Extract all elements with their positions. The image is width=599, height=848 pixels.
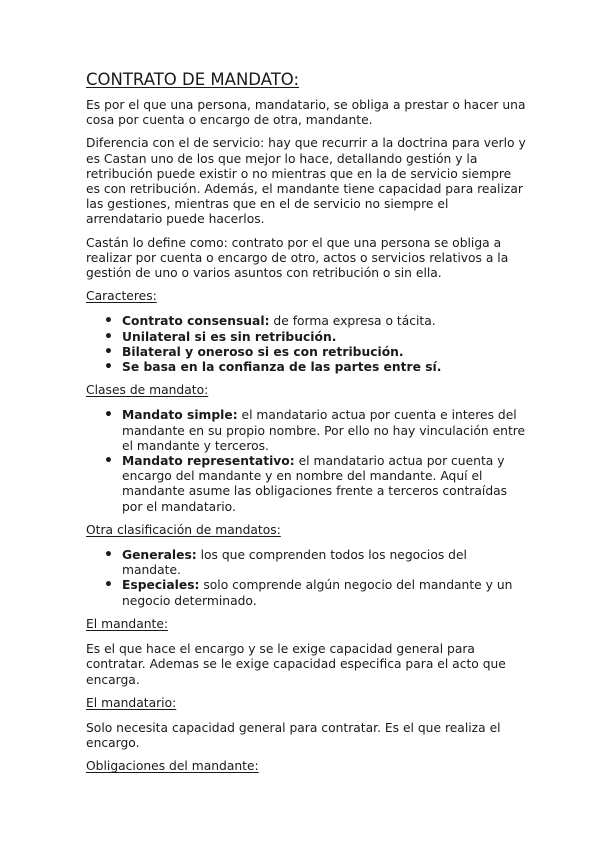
item-bold: Generales:: [122, 548, 197, 563]
paragraph-definition: Es por el que una persona, mandatario, se obliga a prestar o hacer una cosa por cuenta o encargo de otra, mandante.: [86, 98, 526, 128]
list-item: [122, 314, 526, 329]
item-text: de forma expresa o tácita.: [269, 314, 436, 329]
item-text: el mandatario actua por cuenta y encargo del mandante y en nombre del mandante. Aquí el mandante asume las obligaciones frente a terceros contraídas por el mandatario.: [122, 454, 508, 514]
heading-obligaciones-mandante: Obligaciones del mandante:: [86, 759, 259, 774]
item-text: solo comprende algún negocio del mandante y un negocio determinado.: [122, 578, 513, 608]
item-text: el mandatario actua por cuenta e interes del mandante en su propio nombre. Por ello no hay vinculación entre el mandante y terceros.: [122, 408, 526, 453]
heading-caracteres: Caracteres:: [86, 289, 157, 304]
paragraph-mandante: Es el que hace el encargo y se le exige capacidad general para contratar. Ademas se le exige capacidad especifica para el acto que encarga.: [86, 642, 506, 687]
item-bold: Especiales:: [122, 578, 200, 593]
list-item: [122, 548, 526, 578]
list-item: [122, 578, 526, 608]
item-bold: Mandato simple:: [122, 408, 238, 423]
list-item: [122, 408, 526, 454]
document-title: CONTRATO DE MANDATO:: [86, 70, 300, 89]
item-bold: Bilateral y oneroso si es con retribución.: [122, 344, 404, 359]
item-bold: Mandato representativo:: [122, 454, 295, 469]
item-text: los que comprenden todos los negocios del mandate.: [122, 548, 467, 578]
list-otra-clasificacion: [86, 548, 526, 609]
list-item: [122, 360, 526, 375]
list-item: [122, 345, 526, 360]
paragraph-difference: Diferencia con el de servicio: hay que recurrir a la doctrina para verlo y es Castan uno de los que mejor lo hace, detallando gestión y la retribución puede existir o no mientras que en la de servicio siempre es con retribución. Además, el mandante tiene capacidad para realizar las gestiones, mientras que en el de servicio no siempre el arrendatario puede hacerlos.: [86, 136, 526, 227]
list-caracteres: [86, 314, 526, 375]
list-clases: [86, 408, 526, 514]
item-bold: Unilateral si es sin retribución.: [122, 329, 337, 344]
heading-mandante: El mandante:: [86, 616, 169, 631]
heading-mandatario: El mandatario:: [86, 695, 177, 710]
item-bold: Se basa en la confianza de las partes entre sí.: [122, 360, 442, 375]
item-bold: Contrato consensual:: [122, 314, 270, 329]
paragraph-mandatario: Solo necesita capacidad general para contratar. Es el que realiza el encargo.: [86, 720, 501, 751]
paragraph-castan: Castán lo define como: contrato por el que una persona se obliga a realizar por cuenta o encargo de otro, actos o servicios relativos a la gestión de uno o varios asuntos con retribución o sin ella.: [86, 235, 509, 281]
heading-otra-clasificacion: Otra clasificación de mandatos:: [86, 522, 281, 537]
heading-clases: Clases de mandato:: [86, 383, 209, 398]
document-page: [86, 70, 526, 785]
list-item: [122, 454, 526, 515]
list-item: [122, 330, 526, 345]
